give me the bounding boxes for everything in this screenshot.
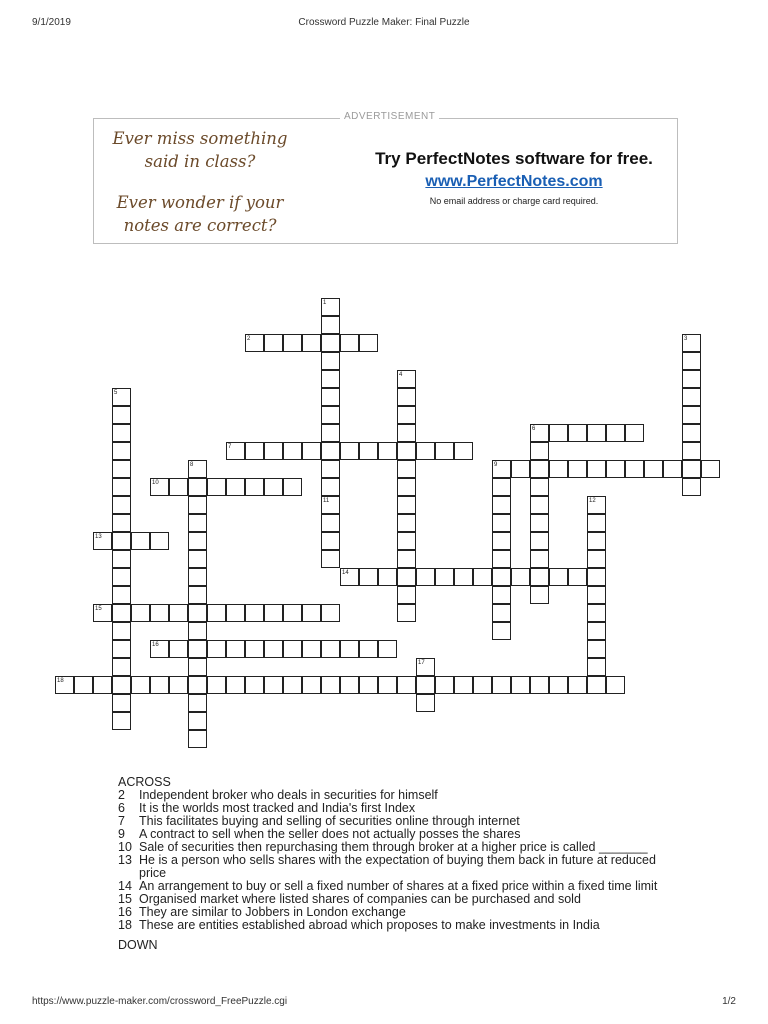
crossword-cell[interactable] bbox=[511, 676, 530, 694]
clue-number: 16 bbox=[118, 905, 132, 919]
crossword-cell[interactable] bbox=[549, 460, 568, 478]
crossword-cell[interactable] bbox=[397, 550, 416, 568]
crossword-cell[interactable] bbox=[188, 478, 207, 496]
crossword-cell[interactable] bbox=[321, 640, 340, 658]
crossword-cell[interactable] bbox=[397, 604, 416, 622]
crossword-cell[interactable] bbox=[397, 424, 416, 442]
crossword-cell[interactable] bbox=[264, 676, 283, 694]
crossword-cell[interactable] bbox=[359, 676, 378, 694]
crossword-cell[interactable] bbox=[587, 586, 606, 604]
crossword-cell[interactable] bbox=[359, 640, 378, 658]
clue-number-label: 15 bbox=[95, 606, 102, 612]
crossword-cell[interactable] bbox=[644, 460, 663, 478]
crossword-cell[interactable] bbox=[131, 532, 150, 550]
clue-text: This facilitates buying and selling of securities online through internet bbox=[139, 814, 520, 828]
crossword-cell[interactable] bbox=[112, 460, 131, 478]
crossword-cell[interactable] bbox=[454, 676, 473, 694]
crossword-cell[interactable] bbox=[131, 604, 150, 622]
crossword-cell[interactable] bbox=[492, 550, 511, 568]
clue-text: He is a person who sells shares with the expectation of buying them back in future at reduced price bbox=[139, 853, 656, 880]
crossword-cell[interactable] bbox=[530, 514, 549, 532]
crossword-cell[interactable] bbox=[112, 622, 131, 640]
crossword-cell[interactable] bbox=[473, 676, 492, 694]
crossword-cell[interactable] bbox=[606, 676, 625, 694]
crossword-cell[interactable] bbox=[682, 442, 701, 460]
crossword-cell[interactable] bbox=[530, 532, 549, 550]
crossword-cell[interactable] bbox=[93, 604, 112, 622]
crossword-cell[interactable] bbox=[530, 424, 549, 442]
clue-text: They are similar to Jobbers in London exchange bbox=[139, 905, 406, 919]
crossword-cell[interactable] bbox=[264, 640, 283, 658]
crossword-cell[interactable] bbox=[302, 640, 321, 658]
crossword-cell[interactable] bbox=[397, 514, 416, 532]
crossword-cell[interactable] bbox=[112, 406, 131, 424]
crossword-cell[interactable] bbox=[625, 460, 644, 478]
crossword-cell[interactable] bbox=[587, 460, 606, 478]
crossword-cell[interactable] bbox=[321, 478, 340, 496]
crossword-cell[interactable] bbox=[112, 640, 131, 658]
crossword-cell[interactable] bbox=[188, 496, 207, 514]
crossword-cell[interactable] bbox=[245, 334, 264, 352]
crossword-cell[interactable] bbox=[283, 334, 302, 352]
crossword-cell[interactable] bbox=[150, 640, 169, 658]
crossword-cell[interactable] bbox=[169, 604, 188, 622]
crossword-cell[interactable] bbox=[435, 676, 454, 694]
crossword-cell[interactable] bbox=[283, 640, 302, 658]
crossword-cell[interactable] bbox=[112, 424, 131, 442]
crossword-cell[interactable] bbox=[112, 442, 131, 460]
crossword-cell[interactable] bbox=[264, 478, 283, 496]
crossword-cell[interactable] bbox=[492, 586, 511, 604]
ad-note: No email address or charge card required. bbox=[429, 196, 599, 206]
crossword-cell[interactable] bbox=[226, 442, 245, 460]
crossword-cell[interactable] bbox=[682, 370, 701, 388]
crossword-cell[interactable] bbox=[397, 442, 416, 460]
crossword-cell[interactable] bbox=[245, 604, 264, 622]
clue-number-label: 9 bbox=[494, 462, 498, 468]
crossword-cell[interactable] bbox=[131, 676, 150, 694]
crossword-cell[interactable] bbox=[454, 568, 473, 586]
clue-number-label: 13 bbox=[95, 534, 102, 540]
crossword-cell[interactable] bbox=[245, 640, 264, 658]
crossword-cell[interactable] bbox=[93, 676, 112, 694]
crossword-cell[interactable] bbox=[378, 568, 397, 586]
crossword-cell[interactable] bbox=[283, 442, 302, 460]
crossword-cell[interactable] bbox=[245, 676, 264, 694]
crossword-cell[interactable] bbox=[416, 676, 435, 694]
crossword-cell[interactable] bbox=[492, 478, 511, 496]
crossword-cell[interactable] bbox=[283, 604, 302, 622]
crossword-cell[interactable] bbox=[207, 640, 226, 658]
clue-number-label: 2 bbox=[247, 336, 251, 342]
clue-number: 2 bbox=[118, 788, 125, 802]
crossword-cell[interactable] bbox=[511, 568, 530, 586]
ad-link[interactable]: www.PerfectNotes.com bbox=[425, 173, 603, 190]
crossword-cell[interactable] bbox=[74, 676, 93, 694]
crossword-cell[interactable] bbox=[625, 424, 644, 442]
crossword-cell[interactable] bbox=[587, 622, 606, 640]
crossword-cell[interactable] bbox=[188, 676, 207, 694]
crossword-cell[interactable] bbox=[226, 478, 245, 496]
crossword-cell[interactable] bbox=[492, 532, 511, 550]
crossword-cell[interactable] bbox=[112, 388, 131, 406]
crossword-cell[interactable] bbox=[492, 568, 511, 586]
crossword-cell[interactable] bbox=[492, 460, 511, 478]
crossword-cell[interactable] bbox=[397, 388, 416, 406]
crossword-cell[interactable] bbox=[188, 460, 207, 478]
clue-number: 13 bbox=[118, 853, 132, 867]
crossword-cell[interactable] bbox=[397, 676, 416, 694]
crossword-cell[interactable] bbox=[606, 460, 625, 478]
crossword-cell[interactable] bbox=[321, 550, 340, 568]
crossword-cell[interactable] bbox=[112, 514, 131, 532]
crossword-cell[interactable] bbox=[321, 514, 340, 532]
crossword-cell[interactable] bbox=[226, 604, 245, 622]
crossword-cell[interactable] bbox=[112, 550, 131, 568]
crossword-cell[interactable] bbox=[359, 568, 378, 586]
crossword-cell[interactable] bbox=[568, 424, 587, 442]
crossword-cell[interactable] bbox=[169, 640, 188, 658]
crossword-cell[interactable] bbox=[492, 676, 511, 694]
crossword-cell[interactable] bbox=[150, 604, 169, 622]
crossword-cell[interactable] bbox=[587, 568, 606, 586]
crossword-cell[interactable] bbox=[587, 424, 606, 442]
crossword-cell[interactable] bbox=[321, 532, 340, 550]
crossword-cell[interactable] bbox=[606, 424, 625, 442]
crossword-cell[interactable] bbox=[568, 676, 587, 694]
crossword-cell[interactable] bbox=[530, 442, 549, 460]
crossword-cell[interactable] bbox=[340, 442, 359, 460]
crossword-cell[interactable] bbox=[321, 442, 340, 460]
crossword-cell[interactable] bbox=[549, 676, 568, 694]
crossword-cell[interactable] bbox=[302, 442, 321, 460]
crossword-cell[interactable] bbox=[112, 604, 131, 622]
crossword-cell[interactable] bbox=[188, 694, 207, 712]
crossword-cell[interactable] bbox=[492, 622, 511, 640]
crossword-cell[interactable] bbox=[188, 532, 207, 550]
crossword-cell[interactable] bbox=[587, 640, 606, 658]
across-heading: ACROSS bbox=[118, 775, 171, 789]
crossword-cell[interactable] bbox=[188, 514, 207, 532]
crossword-cell[interactable] bbox=[188, 658, 207, 676]
crossword-cell[interactable] bbox=[663, 460, 682, 478]
crossword-cell[interactable] bbox=[264, 604, 283, 622]
clues-section bbox=[118, 776, 658, 952]
crossword-cell[interactable] bbox=[587, 604, 606, 622]
crossword-cell[interactable] bbox=[112, 586, 131, 604]
clue-number-label: 18 bbox=[57, 678, 64, 684]
crossword-cell[interactable] bbox=[93, 532, 112, 550]
crossword-cell[interactable] bbox=[188, 550, 207, 568]
crossword-cell[interactable] bbox=[530, 550, 549, 568]
crossword-cell[interactable] bbox=[492, 604, 511, 622]
crossword-cell[interactable] bbox=[112, 496, 131, 514]
crossword-cell[interactable] bbox=[283, 478, 302, 496]
crossword-cell[interactable] bbox=[378, 442, 397, 460]
crossword-cell[interactable] bbox=[454, 442, 473, 460]
clue-number: 15 bbox=[118, 892, 132, 906]
crossword-cell[interactable] bbox=[340, 568, 359, 586]
clue-text: These are entities established abroad which proposes to make investments in India bbox=[139, 918, 600, 932]
crossword-cell[interactable] bbox=[321, 334, 340, 352]
footer-page-number: 1/2 bbox=[722, 996, 736, 1007]
crossword-cell[interactable] bbox=[321, 352, 340, 370]
crossword-cell[interactable] bbox=[530, 676, 549, 694]
crossword-cell[interactable] bbox=[435, 568, 454, 586]
crossword-cell[interactable] bbox=[264, 442, 283, 460]
crossword-cell[interactable] bbox=[112, 658, 131, 676]
clue-number-label: 5 bbox=[114, 390, 118, 396]
crossword-cell[interactable] bbox=[245, 442, 264, 460]
clue-number-label: 16 bbox=[152, 642, 159, 648]
crossword-cell[interactable] bbox=[587, 550, 606, 568]
crossword-cell[interactable] bbox=[397, 586, 416, 604]
footer-url: https://www.puzzle-maker.com/crossword_FreePuzzle.cgi bbox=[32, 996, 288, 1007]
crossword-cell[interactable] bbox=[226, 640, 245, 658]
crossword-cell[interactable] bbox=[682, 460, 701, 478]
across-clue-13 bbox=[118, 854, 658, 880]
crossword-cell[interactable] bbox=[321, 406, 340, 424]
crossword-cell[interactable] bbox=[530, 460, 549, 478]
clue-text: A contract to sell when the seller does not actually posses the shares bbox=[139, 827, 521, 841]
crossword-cell[interactable] bbox=[549, 424, 568, 442]
crossword-cell[interactable] bbox=[150, 532, 169, 550]
crossword-cell[interactable] bbox=[682, 406, 701, 424]
clue-number-label: 4 bbox=[399, 372, 403, 378]
crossword-cell[interactable] bbox=[682, 388, 701, 406]
crossword-cell[interactable] bbox=[207, 604, 226, 622]
crossword-cell[interactable] bbox=[207, 478, 226, 496]
crossword-cell[interactable] bbox=[397, 568, 416, 586]
ad-handwritten-question-2: Ever wonder if your notes are correct? bbox=[116, 193, 284, 235]
page-title: Crossword Puzzle Maker: Final Puzzle bbox=[298, 17, 470, 28]
crossword-cell[interactable] bbox=[321, 676, 340, 694]
crossword-cell[interactable] bbox=[473, 568, 492, 586]
crossword-cell[interactable] bbox=[587, 514, 606, 532]
clue-number: 6 bbox=[118, 801, 125, 815]
crossword-cell[interactable] bbox=[302, 604, 321, 622]
crossword-cell[interactable] bbox=[701, 460, 720, 478]
crossword-cell[interactable] bbox=[682, 478, 701, 496]
clue-number-label: 11 bbox=[323, 498, 330, 504]
crossword-cell[interactable] bbox=[492, 496, 511, 514]
clue-number-label: 6 bbox=[532, 426, 536, 432]
crossword-cell[interactable] bbox=[207, 676, 226, 694]
crossword-cell[interactable] bbox=[587, 496, 606, 514]
crossword-cell[interactable] bbox=[321, 604, 340, 622]
clue-number-label: 14 bbox=[342, 570, 349, 576]
crossword-cell[interactable] bbox=[682, 334, 701, 352]
crossword-cell[interactable] bbox=[112, 568, 131, 586]
clue-number-label: 7 bbox=[228, 444, 232, 450]
crossword-cell[interactable] bbox=[682, 424, 701, 442]
crossword-cell[interactable] bbox=[188, 604, 207, 622]
crossword-cell[interactable] bbox=[587, 658, 606, 676]
clue-number-label: 3 bbox=[684, 336, 688, 342]
crossword-cell[interactable] bbox=[283, 676, 302, 694]
clue-text: It is the worlds most tracked and India's first Index bbox=[139, 801, 416, 815]
crossword-cell[interactable] bbox=[112, 532, 131, 550]
clue-number-label: 17 bbox=[418, 660, 425, 666]
down-heading: DOWN bbox=[118, 938, 158, 952]
clue-number: 18 bbox=[118, 918, 132, 932]
crossword-cell[interactable] bbox=[416, 442, 435, 460]
crossword-cell[interactable] bbox=[435, 442, 454, 460]
crossword-cell[interactable] bbox=[169, 478, 188, 496]
crossword-cell[interactable] bbox=[340, 676, 359, 694]
crossword-cell[interactable] bbox=[549, 568, 568, 586]
clue-number-label: 1 bbox=[323, 300, 327, 306]
crossword-cell[interactable] bbox=[568, 460, 587, 478]
ad-headline: Try PerfectNotes software for free. bbox=[375, 149, 653, 168]
crossword-cell[interactable] bbox=[302, 676, 321, 694]
clue-text: An arrangement to buy or sell a fixed number of shares at a fixed price within a fixed time limit bbox=[139, 879, 658, 893]
crossword-cell[interactable] bbox=[321, 496, 340, 514]
crossword-cell[interactable] bbox=[169, 676, 188, 694]
crossword-cell[interactable] bbox=[188, 640, 207, 658]
crossword-cell[interactable] bbox=[150, 478, 169, 496]
crossword-cell[interactable] bbox=[359, 334, 378, 352]
crossword-cell[interactable] bbox=[55, 676, 74, 694]
print-date: 9/1/2019 bbox=[32, 17, 71, 28]
crossword-cell[interactable] bbox=[530, 496, 549, 514]
crossword-cell[interactable] bbox=[188, 586, 207, 604]
crossword-cell[interactable] bbox=[378, 640, 397, 658]
crossword-cell[interactable] bbox=[397, 496, 416, 514]
crossword-cell[interactable] bbox=[321, 316, 340, 334]
crossword-cell[interactable] bbox=[340, 334, 359, 352]
crossword-cell[interactable] bbox=[150, 676, 169, 694]
crossword-cell[interactable] bbox=[378, 676, 397, 694]
crossword-cell[interactable] bbox=[359, 442, 378, 460]
ad-handwritten-question-1: Ever miss something said in class? bbox=[112, 129, 288, 171]
crossword-cell[interactable] bbox=[530, 586, 549, 604]
clue-number: 7 bbox=[118, 814, 125, 828]
clue-text: Independent broker who deals in securities for himself bbox=[139, 788, 438, 802]
crossword-cell[interactable] bbox=[188, 730, 207, 748]
crossword-cell[interactable] bbox=[416, 568, 435, 586]
crossword-cell[interactable] bbox=[245, 478, 264, 496]
clue-text: Sale of securities then repurchasing them through broker at a higher price is called _______ bbox=[139, 840, 648, 854]
crossword-cell[interactable] bbox=[112, 676, 131, 694]
clue-number: 10 bbox=[118, 840, 132, 854]
crossword-cell[interactable] bbox=[416, 658, 435, 676]
crossword-cell[interactable] bbox=[112, 712, 131, 730]
across-clue-list bbox=[118, 789, 658, 932]
clue-number-label: 8 bbox=[190, 462, 194, 468]
crossword-cell[interactable] bbox=[188, 622, 207, 640]
crossword-cell[interactable] bbox=[112, 694, 131, 712]
clue-text: Organised market where listed shares of companies can be purchased and sold bbox=[139, 892, 581, 906]
crossword-cell[interactable] bbox=[321, 424, 340, 442]
crossword-cell[interactable] bbox=[568, 568, 587, 586]
crossword-cell[interactable] bbox=[397, 460, 416, 478]
crossword-cell[interactable] bbox=[397, 532, 416, 550]
crossword-cell[interactable] bbox=[321, 388, 340, 406]
across-clue-18 bbox=[118, 919, 658, 932]
crossword-cell[interactable] bbox=[530, 568, 549, 586]
crossword-cell[interactable] bbox=[397, 478, 416, 496]
crossword-cell[interactable] bbox=[112, 478, 131, 496]
clue-number-label: 12 bbox=[589, 498, 596, 504]
crossword-cell[interactable] bbox=[321, 370, 340, 388]
crossword-cell[interactable] bbox=[340, 640, 359, 658]
crossword-cell[interactable] bbox=[188, 568, 207, 586]
ad-label: ADVERTISEMENT bbox=[340, 111, 439, 122]
crossword-cell[interactable] bbox=[530, 478, 549, 496]
crossword-cell[interactable] bbox=[511, 460, 530, 478]
clue-number-label: 10 bbox=[152, 480, 159, 486]
clue-number: 14 bbox=[118, 879, 132, 893]
crossword-cell[interactable] bbox=[264, 334, 283, 352]
crossword-cell[interactable] bbox=[321, 298, 340, 316]
crossword-cell[interactable] bbox=[397, 406, 416, 424]
crossword-cell[interactable] bbox=[226, 676, 245, 694]
crossword-cell[interactable] bbox=[587, 676, 606, 694]
crossword-cell[interactable] bbox=[188, 712, 207, 730]
crossword-cell[interactable] bbox=[416, 694, 435, 712]
clue-number: 9 bbox=[118, 827, 125, 841]
crossword-cell[interactable] bbox=[302, 334, 321, 352]
crossword-cell[interactable] bbox=[587, 532, 606, 550]
crossword-cell[interactable] bbox=[321, 460, 340, 478]
crossword-cell[interactable] bbox=[492, 514, 511, 532]
crossword-cell[interactable] bbox=[397, 370, 416, 388]
crossword-cell[interactable] bbox=[682, 352, 701, 370]
